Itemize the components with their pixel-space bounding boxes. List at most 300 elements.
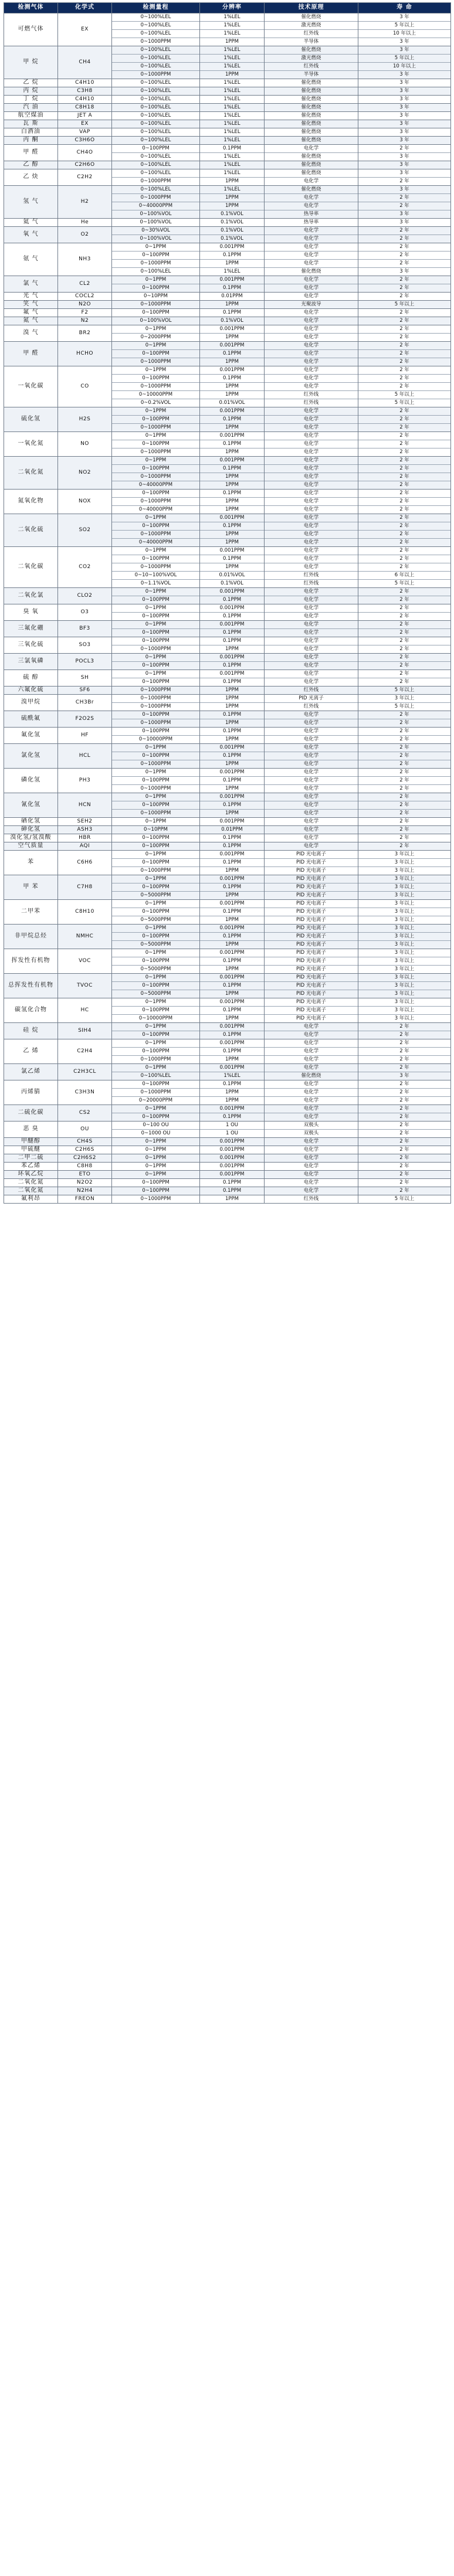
cell-lifetime bbox=[358, 317, 451, 325]
cell-lifetime bbox=[358, 1187, 451, 1195]
range-value: 0~1PPM bbox=[112, 547, 199, 555]
resolution-value: 0.1%VOL bbox=[200, 227, 264, 235]
cell-detection-range bbox=[112, 949, 200, 974]
lifetime-value: 2 年 bbox=[358, 383, 450, 391]
range-value: 0~1PPM bbox=[112, 366, 199, 375]
cell-detection-range bbox=[112, 293, 200, 301]
table-row bbox=[4, 1163, 451, 1171]
technology-value: 电化学 bbox=[265, 555, 358, 563]
cell-detection-range bbox=[112, 1179, 200, 1187]
technology-value: 电化学 bbox=[265, 728, 358, 736]
table-row bbox=[4, 637, 451, 654]
header-detection-range: 检测量程 bbox=[112, 3, 200, 13]
lifetime-value: 2 年 bbox=[399, 334, 409, 340]
technology-value: 电化学 bbox=[303, 424, 319, 430]
lifetime-value: 2 年 bbox=[399, 736, 409, 742]
range-value: 0~100PPM bbox=[112, 145, 199, 153]
technology-value: 电化学 bbox=[265, 793, 358, 801]
lifetime-value: 2 年 bbox=[358, 604, 450, 613]
range-value: 0~100 OU bbox=[112, 1122, 199, 1130]
resolution-value: 1PPM bbox=[200, 531, 264, 539]
cell-resolution bbox=[200, 137, 265, 145]
range-value: 0~1PPM bbox=[145, 1171, 167, 1177]
resolution-value: 1%LEL bbox=[223, 137, 240, 143]
range-value: 0~100PPM bbox=[112, 490, 199, 498]
technology-value: 电化学 bbox=[303, 827, 319, 832]
cell-gas-name: 氯乙烯 bbox=[4, 1064, 58, 1080]
cell-resolution bbox=[200, 687, 265, 695]
table-row bbox=[4, 547, 451, 588]
lifetime-value: 2 年 bbox=[399, 630, 409, 635]
cell-resolution bbox=[200, 1023, 265, 1039]
cell-resolution bbox=[200, 1138, 265, 1146]
cell-chemical-formula: SIH4 bbox=[58, 1023, 112, 1039]
range-value: 0~100PPM bbox=[112, 801, 199, 810]
cell-chemical-formula: VOC bbox=[58, 949, 112, 974]
range-value: 0~2000PPM bbox=[140, 334, 171, 340]
range-value: 0~1PPM bbox=[112, 974, 199, 982]
resolution-value: 1PPM bbox=[225, 687, 239, 693]
resolution-value: 1PPM bbox=[200, 194, 264, 202]
cell-gas-name: 溴化氢/氢溴酸 bbox=[4, 834, 58, 842]
technology-value: 电化学 bbox=[303, 236, 319, 242]
cell-technology bbox=[265, 1105, 358, 1122]
cell-technology bbox=[265, 1154, 358, 1163]
technology-value: 电化学 bbox=[303, 1139, 319, 1144]
resolution-value: 0.1PPM bbox=[222, 285, 242, 291]
cell-lifetime bbox=[358, 621, 451, 637]
range-value: 0~100PPM bbox=[112, 465, 199, 473]
technology-value: 电化学 bbox=[303, 449, 319, 455]
technology-value: 红外线 bbox=[303, 704, 319, 709]
cell-gas-name: 溴 气 bbox=[4, 325, 58, 342]
cell-gas-name: 二氧化氮 bbox=[4, 457, 58, 490]
technology-value: 电化学 bbox=[303, 1180, 319, 1185]
lifetime-value: 3 年以上 bbox=[358, 1007, 450, 1015]
range-value: 0~1PPM bbox=[112, 1064, 199, 1072]
cell-chemical-formula: C2H4 bbox=[58, 1039, 112, 1064]
lifetime-value: 3 年以上 bbox=[394, 942, 415, 947]
cell-lifetime bbox=[358, 900, 451, 925]
resolution-value: 0.1PPM bbox=[222, 835, 242, 841]
technology-value: 电化学 bbox=[265, 342, 358, 350]
cell-gas-name: 丙 酮 bbox=[4, 137, 58, 145]
technology-value: 电化学 bbox=[303, 1147, 319, 1153]
cell-chemical-formula: SH bbox=[58, 670, 112, 687]
range-value: 0~1000PPM bbox=[140, 72, 171, 77]
lifetime-value: 2 年 bbox=[358, 473, 450, 481]
cell-detection-range bbox=[112, 1023, 200, 1039]
technology-value: PID 光电离子 bbox=[296, 917, 326, 923]
cell-gas-name: 乙 烯 bbox=[4, 1039, 58, 1064]
range-value: 0~1PPM bbox=[112, 851, 199, 859]
cell-lifetime bbox=[358, 1023, 451, 1039]
cell-chemical-formula: AQI bbox=[58, 842, 112, 851]
cell-resolution bbox=[200, 243, 265, 276]
technology-value: 红外线 bbox=[265, 63, 358, 71]
lifetime-value: 2 年 bbox=[358, 801, 450, 810]
resolution-value: 0.001PPM bbox=[219, 1163, 245, 1169]
lifetime-value: 2 年 bbox=[399, 1056, 409, 1062]
cell-chemical-formula: EX bbox=[58, 120, 112, 128]
cell-chemical-formula: TVOC bbox=[58, 974, 112, 998]
resolution-value: 0.1%VOL bbox=[221, 236, 243, 242]
technology-value: 电化学 bbox=[265, 637, 358, 645]
range-value: 0~1PPM bbox=[112, 243, 199, 252]
cell-gas-name: 氮 气 bbox=[4, 317, 58, 325]
cell-lifetime bbox=[358, 514, 451, 547]
technology-value: 电化学 bbox=[265, 1048, 358, 1056]
lifetime-value: 2 年 bbox=[399, 178, 409, 184]
cell-detection-range bbox=[112, 1154, 200, 1163]
resolution-value: 0.1PPM bbox=[200, 1048, 264, 1056]
range-value: 0~1PPM bbox=[112, 1105, 199, 1113]
cell-gas-name: 乙 醇 bbox=[4, 161, 58, 169]
cell-gas-name: 三氧化硫 bbox=[4, 637, 58, 654]
cell-gas-name: 硅 烷 bbox=[4, 1023, 58, 1039]
cell-lifetime bbox=[358, 687, 451, 695]
technology-value: 电化学 bbox=[303, 843, 319, 849]
range-value: 0~1PPM bbox=[112, 325, 199, 334]
range-value: 0~1000PPM bbox=[140, 39, 171, 45]
table-row bbox=[4, 137, 451, 145]
technology-value: 电化学 bbox=[303, 1188, 319, 1194]
table-row bbox=[4, 457, 451, 490]
range-value: 0~1000PPM bbox=[140, 1056, 171, 1062]
range-value: 0~1000PPM bbox=[112, 260, 199, 268]
cell-resolution bbox=[200, 1154, 265, 1163]
cell-detection-range bbox=[112, 875, 200, 900]
cell-lifetime bbox=[358, 128, 451, 137]
cell-gas-name: 砷化氢 bbox=[4, 826, 58, 834]
range-value: 0~100%LEL bbox=[112, 55, 199, 63]
range-value: 0~100%LEL bbox=[140, 269, 171, 274]
technology-value: 电化学 bbox=[265, 621, 358, 629]
range-value: 0~100%LEL bbox=[112, 169, 199, 178]
cell-technology bbox=[265, 728, 358, 744]
cell-chemical-formula: N2H4 bbox=[58, 1187, 112, 1195]
cell-chemical-formula: HC bbox=[58, 998, 112, 1023]
cell-detection-range bbox=[112, 120, 200, 128]
technology-value: PID 光电离子 bbox=[265, 933, 358, 941]
range-value: 0~1000PPM bbox=[140, 868, 171, 874]
cell-resolution bbox=[200, 186, 265, 219]
cell-detection-range bbox=[112, 728, 200, 744]
cell-detection-range bbox=[112, 1039, 200, 1064]
table-row bbox=[4, 621, 451, 637]
technology-value: 红外线 bbox=[265, 30, 358, 38]
lifetime-value: 2 年 bbox=[358, 260, 450, 268]
technology-value: 电化学 bbox=[265, 744, 358, 752]
cell-lifetime bbox=[358, 219, 451, 227]
cell-technology bbox=[265, 243, 358, 276]
range-value: 0~1PPM bbox=[112, 342, 199, 350]
cell-technology bbox=[265, 711, 358, 728]
cell-chemical-formula: C2H3CL bbox=[58, 1064, 112, 1080]
cell-resolution bbox=[200, 654, 265, 670]
range-value: 0~100%LEL bbox=[140, 88, 171, 94]
technology-value: 电化学 bbox=[303, 818, 319, 824]
table-row bbox=[4, 1179, 451, 1187]
technology-value: 电化学 bbox=[303, 1114, 319, 1120]
cell-resolution bbox=[200, 818, 265, 826]
resolution-value: 0.001PPM bbox=[200, 875, 264, 883]
cell-resolution bbox=[200, 120, 265, 128]
cell-lifetime bbox=[358, 1179, 451, 1187]
range-value: 0~10000PPM bbox=[112, 391, 199, 399]
table-row bbox=[4, 1171, 451, 1179]
resolution-value: 0.001PPM bbox=[200, 769, 264, 777]
cell-resolution bbox=[200, 79, 265, 87]
lifetime-value: 2 年 bbox=[399, 359, 409, 365]
cell-gas-name: 硫 醇 bbox=[4, 670, 58, 687]
resolution-value: 0.1PPM bbox=[200, 350, 264, 358]
cell-resolution bbox=[200, 834, 265, 842]
cell-gas-name: 氦 气 bbox=[4, 219, 58, 227]
cell-resolution bbox=[200, 13, 265, 46]
cell-gas-name: 空气质量 bbox=[4, 842, 58, 851]
technology-value: PID 光电离子 bbox=[296, 991, 326, 997]
lifetime-value: 2 年 bbox=[358, 342, 450, 350]
technology-value: 电化学 bbox=[303, 178, 319, 184]
cell-resolution bbox=[200, 711, 265, 728]
range-value: 0~1000PPM bbox=[140, 786, 171, 791]
cell-lifetime bbox=[358, 925, 451, 949]
cell-lifetime bbox=[358, 851, 451, 875]
range-value: 0~1PPM bbox=[112, 769, 199, 777]
range-value: 0~100%LEL bbox=[112, 186, 199, 194]
resolution-value: 1%LEL bbox=[223, 129, 240, 135]
header-lifetime: 寿 命 bbox=[358, 3, 451, 13]
cell-resolution bbox=[200, 728, 265, 744]
cell-resolution bbox=[200, 293, 265, 301]
resolution-value: 0.1PPM bbox=[200, 490, 264, 498]
resolution-value: 1PPM bbox=[225, 646, 239, 652]
cell-lifetime bbox=[358, 490, 451, 514]
lifetime-value: 2 年 bbox=[358, 350, 450, 358]
cell-lifetime bbox=[358, 79, 451, 87]
range-value: 0~100PPM bbox=[112, 522, 199, 531]
lifetime-value: 2 年 bbox=[399, 1171, 409, 1177]
cell-lifetime bbox=[358, 145, 451, 161]
range-value: 0~100PPM bbox=[142, 1188, 170, 1194]
cell-gas-name: 二甲苯 bbox=[4, 900, 58, 925]
cell-chemical-formula: H2 bbox=[58, 186, 112, 219]
technology-value: 电化学 bbox=[265, 145, 358, 153]
cell-lifetime bbox=[358, 826, 451, 834]
cell-detection-range bbox=[112, 793, 200, 818]
cell-lifetime bbox=[358, 457, 451, 490]
resolution-value: 1PPM bbox=[225, 1015, 239, 1021]
cell-detection-range bbox=[112, 670, 200, 687]
cell-lifetime bbox=[358, 407, 451, 432]
technology-value: 电化学 bbox=[303, 507, 319, 512]
cell-gas-name: 硒化氢 bbox=[4, 818, 58, 826]
cell-detection-range bbox=[112, 317, 200, 325]
table-row bbox=[4, 687, 451, 695]
table-row bbox=[4, 514, 451, 547]
cell-resolution bbox=[200, 490, 265, 514]
lifetime-value: 3 年 bbox=[399, 1073, 409, 1079]
technology-value: 催化燃烧 bbox=[301, 113, 321, 118]
range-value: 0~5000PPM bbox=[140, 942, 171, 947]
cell-detection-range bbox=[112, 604, 200, 621]
technology-value: 热导率 bbox=[303, 211, 319, 217]
lifetime-value: 2 年 bbox=[358, 744, 450, 752]
table-row bbox=[4, 1187, 451, 1195]
table-row bbox=[4, 670, 451, 687]
resolution-value: 0.001PPM bbox=[200, 1105, 264, 1113]
cell-resolution bbox=[200, 128, 265, 137]
lifetime-value: 2 年 bbox=[358, 621, 450, 629]
lifetime-value: 2 年 bbox=[399, 310, 409, 315]
table-row bbox=[4, 13, 451, 46]
lifetime-value: 2 年 bbox=[399, 1032, 409, 1038]
range-value: 0~1PPM bbox=[112, 654, 199, 662]
resolution-value: 1PPM bbox=[225, 539, 239, 545]
lifetime-value: 2 年 bbox=[399, 539, 409, 545]
cell-technology bbox=[265, 793, 358, 818]
lifetime-value: 3 年 bbox=[399, 96, 409, 102]
resolution-value: 1PPM bbox=[225, 301, 239, 307]
range-value: 0~1PPM bbox=[112, 1023, 199, 1031]
range-value: 0~1000PPM bbox=[140, 359, 171, 365]
lifetime-value: 10 年以上 bbox=[358, 30, 450, 38]
cell-detection-range bbox=[112, 169, 200, 186]
cell-gas-name: 可燃气体 bbox=[4, 13, 58, 46]
table-row bbox=[4, 654, 451, 670]
lifetime-value: 2 年 bbox=[358, 531, 450, 539]
cell-gas-name: 苯 bbox=[4, 851, 58, 875]
table-row bbox=[4, 145, 451, 161]
table-row bbox=[4, 293, 451, 301]
cell-resolution bbox=[200, 851, 265, 875]
resolution-value: 0.001PPM bbox=[200, 621, 264, 629]
technology-value: 电化学 bbox=[265, 752, 358, 760]
lifetime-value: 2 年 bbox=[358, 375, 450, 383]
range-value: 0~100PPM bbox=[112, 711, 199, 719]
range-value: 0~1000PPM bbox=[140, 449, 171, 455]
range-value: 0~1PPM bbox=[112, 588, 199, 596]
cell-chemical-formula: N2O2 bbox=[58, 1179, 112, 1187]
cell-gas-name: 二甲二硫 bbox=[4, 1154, 58, 1163]
range-value: 0~1PPM bbox=[112, 604, 199, 613]
range-value: 0~1PPM bbox=[112, 432, 199, 440]
cell-gas-name: 乙 烷 bbox=[4, 79, 58, 87]
cell-chemical-formula: ETO bbox=[58, 1171, 112, 1179]
lifetime-value: 3 年 bbox=[399, 154, 409, 159]
cell-chemical-formula: CLO2 bbox=[58, 588, 112, 604]
resolution-value: 0.1PPM bbox=[200, 465, 264, 473]
resolution-value: 1%LEL bbox=[223, 88, 240, 94]
lifetime-value: 2 年 bbox=[358, 769, 450, 777]
cell-chemical-formula: POCL3 bbox=[58, 654, 112, 670]
lifetime-value: 5 年以上 bbox=[394, 687, 415, 693]
resolution-value: 1PPM bbox=[225, 424, 239, 430]
cell-resolution bbox=[200, 842, 265, 851]
technology-value: 催化燃烧 bbox=[265, 186, 358, 194]
range-value: 0~100%LEL bbox=[140, 1073, 171, 1079]
technology-value: PID 光电离子 bbox=[265, 900, 358, 908]
resolution-value: 0.1PPM bbox=[222, 613, 242, 619]
resolution-value: 1%LEL bbox=[200, 30, 264, 38]
lifetime-value: 2 年 bbox=[358, 1048, 450, 1056]
lifetime-value: 2 年 bbox=[399, 1180, 409, 1185]
resolution-value: 1%LEL bbox=[223, 96, 240, 102]
cell-chemical-formula: CO bbox=[58, 366, 112, 407]
resolution-value: 0.01PPM bbox=[221, 293, 243, 299]
cell-lifetime bbox=[358, 637, 451, 654]
cell-technology bbox=[265, 145, 358, 161]
technology-value: 红外线 bbox=[303, 1196, 319, 1202]
technology-value: PID 光电离子 bbox=[296, 868, 326, 874]
resolution-value: 0.1PPM bbox=[200, 883, 264, 892]
cell-technology bbox=[265, 79, 358, 87]
technology-value: 电化学 bbox=[265, 473, 358, 481]
table-row bbox=[4, 711, 451, 728]
range-value: 0~5000PPM bbox=[140, 991, 171, 997]
cell-lifetime bbox=[358, 875, 451, 900]
range-value: 0~1PPM bbox=[112, 514, 199, 522]
cell-chemical-formula: C7H8 bbox=[58, 875, 112, 900]
range-value: 0~1PPM bbox=[112, 670, 199, 678]
range-value: 0~1000PPM bbox=[140, 1196, 171, 1202]
cell-detection-range bbox=[112, 1080, 200, 1105]
range-value: 0~100%LEL bbox=[112, 13, 199, 22]
cell-resolution bbox=[200, 547, 265, 588]
technology-value: 电化学 bbox=[265, 243, 358, 252]
cell-lifetime bbox=[358, 998, 451, 1023]
table-row bbox=[4, 1105, 451, 1122]
lifetime-value: 5 年以上 bbox=[394, 704, 415, 709]
lifetime-value: 2 年 bbox=[358, 514, 450, 522]
cell-lifetime bbox=[358, 842, 451, 851]
resolution-value: 0.001PPM bbox=[200, 925, 264, 933]
resolution-value: 1PPM bbox=[200, 202, 264, 210]
cell-detection-range bbox=[112, 1187, 200, 1195]
cell-lifetime bbox=[358, 834, 451, 842]
cell-technology bbox=[265, 826, 358, 834]
technology-value: 电化学 bbox=[303, 613, 319, 619]
lifetime-value: 2 年 bbox=[358, 555, 450, 563]
cell-technology bbox=[265, 342, 358, 366]
lifetime-value: 2 年 bbox=[399, 507, 409, 512]
lifetime-value: 2 年 bbox=[358, 145, 450, 153]
cell-chemical-formula: C3H6O bbox=[58, 137, 112, 145]
lifetime-value: 2 年 bbox=[358, 637, 450, 645]
cell-chemical-formula: HCHO bbox=[58, 342, 112, 366]
range-value: 0~5000PPM bbox=[140, 917, 171, 923]
cell-gas-name: 磷化氢 bbox=[4, 769, 58, 793]
cell-resolution bbox=[200, 161, 265, 169]
cell-gas-name: 氯 气 bbox=[4, 276, 58, 293]
technology-value: 电化学 bbox=[265, 350, 358, 358]
lifetime-value: 2 年 bbox=[399, 720, 409, 726]
resolution-value: 0.001PPM bbox=[219, 1139, 245, 1144]
cell-gas-name: 航空煤油 bbox=[4, 112, 58, 120]
cell-resolution bbox=[200, 1105, 265, 1122]
cell-detection-range bbox=[112, 900, 200, 925]
lifetime-value: 3 年 bbox=[399, 72, 409, 77]
resolution-value: 1PPM bbox=[225, 966, 239, 972]
cell-detection-range bbox=[112, 1171, 200, 1179]
cell-gas-name: 甲 烷 bbox=[4, 46, 58, 79]
cell-technology bbox=[265, 128, 358, 137]
lifetime-value: 3 年 bbox=[399, 129, 409, 135]
cell-technology bbox=[265, 588, 358, 604]
cell-technology bbox=[265, 769, 358, 793]
lifetime-value: 2 年 bbox=[399, 293, 409, 299]
